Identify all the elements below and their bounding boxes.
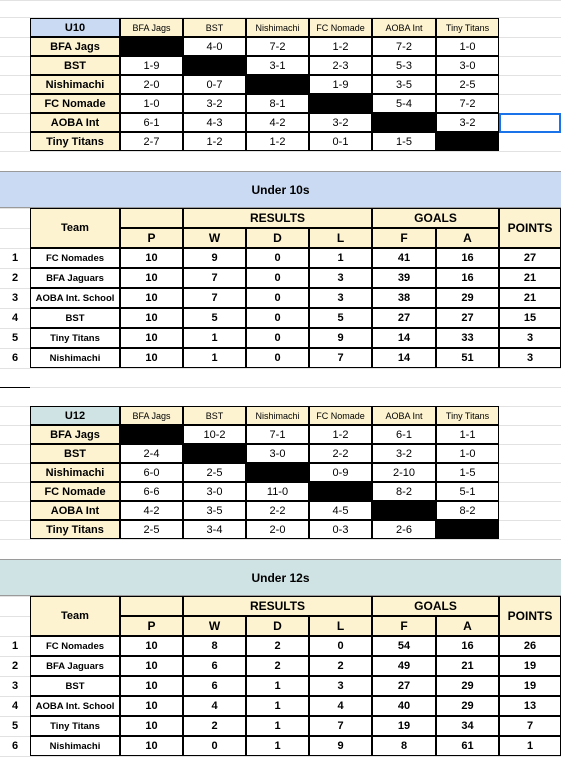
matrix-score-cell: 2-6 (372, 520, 436, 539)
stat-value-cell: 19 (499, 656, 561, 676)
matrix-score-cell: 11-0 (246, 482, 309, 501)
matrix-score-cell: 5-1 (436, 482, 499, 501)
stat-value-cell: 41 (372, 248, 436, 268)
matrix-col-header: FC Nomade (309, 406, 372, 425)
stat-value-cell: 19 (499, 676, 561, 696)
selected-cell[interactable] (499, 113, 561, 133)
stat-value-cell: 1 (246, 676, 309, 696)
matrix-score-cell: 1-0 (120, 94, 183, 113)
matrix-self-cell (246, 75, 309, 94)
matrix-score-cell: 4-3 (183, 113, 246, 132)
matrix-score-cell: 3-4 (183, 520, 246, 539)
under-12s-title: Under 12s (251, 570, 310, 585)
stat-value-cell: 19 (372, 716, 436, 736)
points-column-header: POINTS (499, 596, 561, 636)
matrix-score-cell: 3-2 (436, 113, 499, 132)
matrix-score-cell: 3-2 (372, 444, 436, 463)
matrix-self-cell (120, 37, 183, 56)
stat-value-cell: 1 (246, 736, 309, 756)
matrix-score-cell: 5-4 (372, 94, 436, 113)
stat-value-cell: 16 (436, 248, 499, 268)
stat-value-cell: 29 (436, 696, 499, 716)
matrix-col-header: BFA Jags (120, 406, 183, 425)
gridline (0, 151, 561, 152)
stat-value-cell: 1 (183, 348, 246, 368)
rank-cell: 4 (11, 700, 19, 712)
stat-column-header: F (372, 616, 436, 636)
stat-value-cell: 3 (309, 676, 372, 696)
matrix-score-cell: 8-1 (246, 94, 309, 113)
matrix-score-cell: 1-2 (309, 37, 372, 56)
matrix-score-cell: 2-7 (120, 132, 183, 151)
stat-value-cell: 3 (499, 348, 561, 368)
points-column-header: POINTS (499, 208, 561, 248)
stat-value-cell: 0 (246, 348, 309, 368)
stat-value-cell: 10 (120, 308, 183, 328)
matrix-row-header: AOBA Int (30, 113, 120, 132)
matrix-score-cell: 4-5 (309, 501, 372, 520)
matrix-row-header: FC Nomade (30, 94, 120, 113)
matrix-score-cell: 1-0 (436, 37, 499, 56)
rank-cell: 6 (11, 352, 19, 364)
stat-value-cell: 16 (436, 268, 499, 288)
header-spacer (120, 208, 183, 228)
matrix-score-cell: 2-5 (436, 75, 499, 94)
stat-value-cell: 51 (436, 348, 499, 368)
stat-value-cell: 39 (372, 268, 436, 288)
matrix-score-cell: 1-2 (183, 132, 246, 151)
stat-value-cell: 8 (372, 736, 436, 756)
stat-value-cell: 21 (436, 656, 499, 676)
matrix-score-cell: 3-2 (309, 113, 372, 132)
matrix-row-header: BFA Jags (30, 37, 120, 56)
matrix-score-cell: 7-1 (246, 425, 309, 444)
stat-value-cell: 10 (120, 736, 183, 756)
stat-column-header: A (436, 616, 499, 636)
stat-value-cell: 27 (436, 308, 499, 328)
stat-value-cell: 10 (120, 636, 183, 656)
matrix-score-cell: 1-0 (436, 444, 499, 463)
rank-cell: 1 (11, 640, 19, 652)
matrix-col-header: Tiny Titans (436, 18, 499, 37)
matrix-row-header: Nishimachi (30, 75, 120, 94)
stat-value-cell: 0 (246, 328, 309, 348)
stat-value-cell: 0 (246, 268, 309, 288)
stat-value-cell: 9 (309, 328, 372, 348)
rank-cell: 4 (11, 312, 19, 324)
stat-value-cell: 27 (499, 248, 561, 268)
matrix-score-cell: 10-2 (183, 425, 246, 444)
matrix-self-cell (372, 113, 436, 132)
matrix-score-cell: 5-3 (372, 56, 436, 75)
stat-value-cell: 7 (183, 288, 246, 308)
stat-value-cell: 1 (246, 716, 309, 736)
matrix-self-cell (309, 482, 372, 501)
stat-value-cell: 21 (499, 268, 561, 288)
results-group-header: RESULTS (183, 596, 372, 616)
stat-value-cell: 38 (372, 288, 436, 308)
stat-value-cell: 7 (499, 716, 561, 736)
matrix-col-header: BFA Jags (120, 18, 183, 37)
rank-cell: 6 (11, 740, 19, 752)
stat-value-cell: 6 (183, 676, 246, 696)
stat-column-header: L (309, 228, 372, 248)
rank-cell: 2 (11, 272, 19, 284)
rank-cell: 5 (11, 720, 19, 732)
matrix-row-header: BST (30, 444, 120, 463)
stat-value-cell: 1 (183, 328, 246, 348)
matrix-self-cell (246, 463, 309, 482)
matrix-score-cell: 1-5 (436, 463, 499, 482)
matrix-row-header: BST (30, 56, 120, 75)
gridline (0, 368, 561, 369)
matrix-score-cell: 2-0 (246, 520, 309, 539)
stat-column-header: W (183, 228, 246, 248)
under-10s-header-band (0, 171, 561, 208)
gridline (0, 756, 561, 757)
stat-column-header: P (120, 616, 183, 636)
matrix-score-cell: 4-2 (246, 113, 309, 132)
matrix-score-cell: 2-4 (120, 444, 183, 463)
stat-column-header: A (436, 228, 499, 248)
matrix-score-cell: 2-2 (309, 444, 372, 463)
stat-value-cell: 9 (183, 248, 246, 268)
under-10s-title: Under 10s (251, 182, 310, 197)
matrix-self-cell (183, 444, 246, 463)
team-column-header: Team (30, 208, 120, 248)
stat-value-cell: 10 (120, 696, 183, 716)
team-name-cell: Nishimachi (30, 736, 120, 756)
matrix-score-cell: 1-2 (309, 425, 372, 444)
stat-value-cell: 33 (436, 328, 499, 348)
stat-value-cell: 0 (246, 288, 309, 308)
matrix-col-header: BST (183, 406, 246, 425)
team-name-cell: FC Nomades (30, 636, 120, 656)
stat-value-cell: 3 (499, 328, 561, 348)
matrix-col-header: Nishimachi (246, 18, 309, 37)
stat-value-cell: 6 (183, 656, 246, 676)
goals-group-header: GOALS (372, 208, 499, 228)
matrix-score-cell: 2-3 (309, 56, 372, 75)
stat-value-cell: 10 (120, 676, 183, 696)
matrix-score-cell: 3-5 (372, 75, 436, 94)
stat-value-cell: 7 (183, 268, 246, 288)
team-name-cell: AOBA Int. School (30, 696, 120, 716)
stat-value-cell: 5 (183, 308, 246, 328)
stat-value-cell: 16 (436, 636, 499, 656)
matrix-col-header: BST (183, 18, 246, 37)
stat-column-header: F (372, 228, 436, 248)
stat-value-cell: 10 (120, 656, 183, 676)
matrix-score-cell: 8-2 (436, 501, 499, 520)
team-name-cell: Tiny Titans (30, 716, 120, 736)
matrix-score-cell: 6-1 (372, 425, 436, 444)
stat-value-cell: 10 (120, 348, 183, 368)
matrix-col-header: Nishimachi (246, 406, 309, 425)
stat-value-cell: 26 (499, 636, 561, 656)
matrix-corner-label: U12 (30, 406, 120, 425)
stat-value-cell: 10 (120, 288, 183, 308)
rank-cell: 3 (11, 292, 19, 304)
stat-value-cell: 10 (120, 716, 183, 736)
matrix-row-header: Tiny Titans (30, 132, 120, 151)
stat-value-cell: 10 (120, 268, 183, 288)
stat-column-header: W (183, 616, 246, 636)
team-name-cell: BST (30, 308, 120, 328)
team-name-cell: Nishimachi (30, 348, 120, 368)
rank-cell: 1 (11, 252, 19, 264)
matrix-row-header: FC Nomade (30, 482, 120, 501)
stat-value-cell: 2 (309, 656, 372, 676)
team-name-cell: FC Nomades (30, 248, 120, 268)
matrix-row-header: Tiny Titans (30, 520, 120, 539)
matrix-score-cell: 2-2 (246, 501, 309, 520)
team-name-cell: BFA Jaguars (30, 268, 120, 288)
matrix-score-cell: 6-1 (120, 113, 183, 132)
matrix-row-header: AOBA Int (30, 501, 120, 520)
matrix-score-cell: 0-3 (309, 520, 372, 539)
stat-value-cell: 1 (246, 696, 309, 716)
team-name-cell: AOBA Int. School (30, 288, 120, 308)
matrix-score-cell: 2-5 (183, 463, 246, 482)
header-spacer (120, 596, 183, 616)
stat-value-cell: 2 (246, 656, 309, 676)
matrix-score-cell: 1-1 (436, 425, 499, 444)
matrix-row-header: Nishimachi (30, 463, 120, 482)
matrix-score-cell: 0-9 (309, 463, 372, 482)
stat-value-cell: 15 (499, 308, 561, 328)
matrix-self-cell (372, 501, 436, 520)
results-group-header: RESULTS (183, 208, 372, 228)
matrix-score-cell: 6-0 (120, 463, 183, 482)
stat-value-cell: 27 (372, 676, 436, 696)
matrix-score-cell: 6-6 (120, 482, 183, 501)
matrix-score-cell: 1-9 (309, 75, 372, 94)
rank-cell: 5 (11, 332, 19, 344)
matrix-score-cell: 8-2 (372, 482, 436, 501)
stat-value-cell: 0 (246, 308, 309, 328)
matrix-score-cell: 2-5 (120, 520, 183, 539)
stat-value-cell: 0 (246, 248, 309, 268)
stat-value-cell: 7 (309, 348, 372, 368)
matrix-score-cell: 2-0 (120, 75, 183, 94)
matrix-col-header: FC Nomade (309, 18, 372, 37)
stat-value-cell: 10 (120, 328, 183, 348)
matrix-col-header: AOBA Int (372, 18, 436, 37)
stat-column-header: L (309, 616, 372, 636)
stat-value-cell: 3 (309, 288, 372, 308)
stat-value-cell: 21 (499, 288, 561, 308)
stat-value-cell: 1 (309, 248, 372, 268)
goals-group-header: GOALS (372, 596, 499, 616)
matrix-score-cell: 0-7 (183, 75, 246, 94)
team-name-cell: BST (30, 676, 120, 696)
under-12s-header-band (0, 559, 561, 596)
matrix-col-header: Tiny Titans (436, 406, 499, 425)
stat-value-cell: 40 (372, 696, 436, 716)
team-name-cell: BFA Jaguars (30, 656, 120, 676)
team-column-header: Team (30, 596, 120, 636)
short-divider (0, 387, 30, 388)
stat-column-header: D (246, 228, 309, 248)
stat-value-cell: 3 (309, 268, 372, 288)
stat-value-cell: 54 (372, 636, 436, 656)
stat-value-cell: 49 (372, 656, 436, 676)
stat-value-cell: 2 (183, 716, 246, 736)
matrix-row-header: BFA Jags (30, 425, 120, 444)
stat-column-header: D (246, 616, 309, 636)
matrix-score-cell: 1-2 (246, 132, 309, 151)
gridline (0, 387, 561, 388)
matrix-score-cell: 3-1 (246, 56, 309, 75)
stat-value-cell: 34 (436, 716, 499, 736)
matrix-self-cell (436, 132, 499, 151)
matrix-score-cell: 7-2 (372, 37, 436, 56)
matrix-score-cell: 7-2 (246, 37, 309, 56)
stat-value-cell: 7 (309, 716, 372, 736)
matrix-score-cell: 3-0 (246, 444, 309, 463)
stat-value-cell: 9 (309, 736, 372, 756)
matrix-self-cell (436, 520, 499, 539)
matrix-score-cell: 2-10 (372, 463, 436, 482)
matrix-score-cell: 7-2 (436, 94, 499, 113)
stat-value-cell: 29 (436, 288, 499, 308)
stat-value-cell: 1 (499, 736, 561, 756)
matrix-col-header: AOBA Int (372, 406, 436, 425)
matrix-score-cell: 3-0 (436, 56, 499, 75)
matrix-score-cell: 4-0 (183, 37, 246, 56)
stat-value-cell: 10 (120, 248, 183, 268)
matrix-score-cell: 1-5 (372, 132, 436, 151)
matrix-score-cell: 3-2 (183, 94, 246, 113)
matrix-score-cell: 4-2 (120, 501, 183, 520)
gridline (0, 0, 561, 1)
matrix-score-cell: 3-5 (183, 501, 246, 520)
stat-value-cell: 13 (499, 696, 561, 716)
stat-value-cell: 4 (183, 696, 246, 716)
team-name-cell: Tiny Titans (30, 328, 120, 348)
matrix-self-cell (183, 56, 246, 75)
rank-cell: 3 (11, 680, 19, 692)
stat-value-cell: 0 (183, 736, 246, 756)
stat-value-cell: 4 (309, 696, 372, 716)
stat-column-header: P (120, 228, 183, 248)
stat-value-cell: 2 (246, 636, 309, 656)
stat-value-cell: 61 (436, 736, 499, 756)
matrix-corner-label: U10 (30, 18, 120, 37)
matrix-self-cell (309, 94, 372, 113)
rank-cell: 2 (11, 660, 19, 672)
stat-value-cell: 29 (436, 676, 499, 696)
matrix-score-cell: 1-9 (120, 56, 183, 75)
matrix-score-cell: 0-1 (309, 132, 372, 151)
stat-value-cell: 14 (372, 348, 436, 368)
gridline (0, 539, 561, 540)
stat-value-cell: 0 (309, 636, 372, 656)
matrix-self-cell (120, 425, 183, 444)
stat-value-cell: 14 (372, 328, 436, 348)
matrix-score-cell: 3-0 (183, 482, 246, 501)
stat-value-cell: 5 (309, 308, 372, 328)
stat-value-cell: 8 (183, 636, 246, 656)
stat-value-cell: 27 (372, 308, 436, 328)
